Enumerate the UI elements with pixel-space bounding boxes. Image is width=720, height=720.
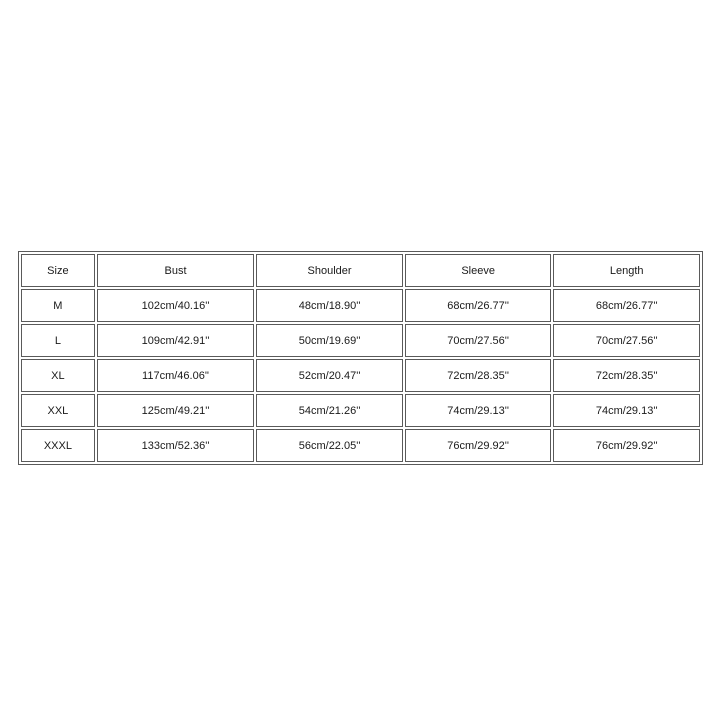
- header-length: Length: [553, 254, 700, 287]
- header-sleeve: Sleeve: [405, 254, 552, 287]
- cell-length: 76cm/29.92'': [553, 429, 700, 462]
- cell-shoulder: 50cm/19.69'': [256, 324, 403, 357]
- header-size: Size: [21, 254, 95, 287]
- cell-shoulder: 48cm/18.90'': [256, 289, 403, 322]
- cell-length: 74cm/29.13'': [553, 394, 700, 427]
- table-row: [21, 394, 700, 427]
- cell-sleeve: 70cm/27.56'': [405, 324, 552, 357]
- cell-sleeve: 76cm/29.92'': [405, 429, 552, 462]
- cell-size: XXXL: [21, 429, 95, 462]
- table-header-row: [21, 254, 700, 287]
- cell-size: XXL: [21, 394, 95, 427]
- header-bust: Bust: [97, 254, 255, 287]
- cell-bust: 125cm/49.21'': [97, 394, 255, 427]
- cell-shoulder: 56cm/22.05'': [256, 429, 403, 462]
- cell-bust: 117cm/46.06'': [97, 359, 255, 392]
- cell-size: L: [21, 324, 95, 357]
- cell-sleeve: 72cm/28.35'': [405, 359, 552, 392]
- cell-bust: 102cm/40.16'': [97, 289, 255, 322]
- cell-shoulder: 54cm/21.26'': [256, 394, 403, 427]
- cell-bust: 133cm/52.36'': [97, 429, 255, 462]
- table-row: [21, 289, 700, 322]
- table-row: [21, 359, 700, 392]
- cell-sleeve: 74cm/29.13'': [405, 394, 552, 427]
- table-row: [21, 429, 700, 462]
- cell-length: 72cm/28.35'': [553, 359, 700, 392]
- cell-sleeve: 68cm/26.77'': [405, 289, 552, 322]
- size-chart-table: [18, 251, 703, 465]
- cell-bust: 109cm/42.91'': [97, 324, 255, 357]
- header-shoulder: Shoulder: [256, 254, 403, 287]
- cell-length: 70cm/27.56'': [553, 324, 700, 357]
- cell-size: XL: [21, 359, 95, 392]
- table-row: [21, 324, 700, 357]
- cell-size: M: [21, 289, 95, 322]
- cell-shoulder: 52cm/20.47'': [256, 359, 403, 392]
- cell-length: 68cm/26.77'': [553, 289, 700, 322]
